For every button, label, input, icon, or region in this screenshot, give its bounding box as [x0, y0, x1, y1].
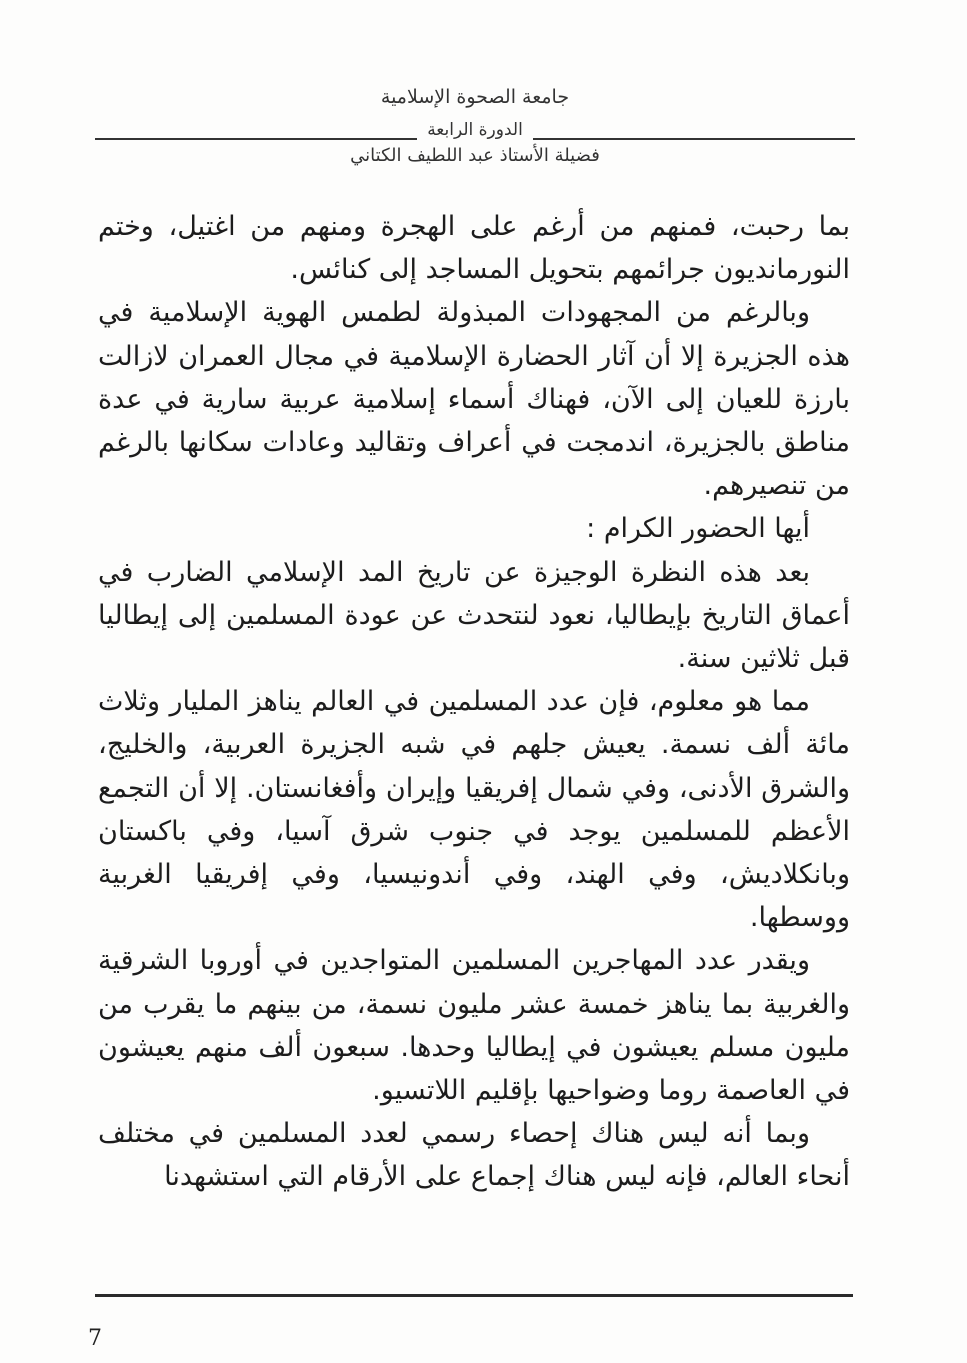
paragraph: بعد هذه النظرة الوجيزة عن تاريخ المد الإسلامي الضارب في أعماق التاريخ بإيطاليا، نعود لنتحدث عن عودة المسلمين إلى إيطاليا قبل ثلاثين سنة. [98, 556, 850, 675]
session-title: الدورة الرابعة [417, 118, 533, 142]
speaker-name: فضيلة الأستاذ عبد اللطيف الكتاني [350, 145, 600, 166]
paragraph: مما هو معلوم، فإن عدد المسلمين في العالم يناهز المليار وثلاث مائة ألف نسمة. يعيش جلهم في شبه الجزيرة العربية، والخليج، والشرق الأدنى، وفي شمال إفريقيا وإيران وأفغانستان. إلا أن التجمع الأعظم للمسلمين يوجد في جنوب شرق آسيا، وفي باكستان وبانكلاديش، وفي الهند، وفي أندونيسيا، وفي إفريقيا الغربية ووسطها. [98, 686, 850, 934]
body-text [98, 205, 850, 1199]
footer-divider [95, 1294, 853, 1297]
paragraph: وبالرغم من المجهودات المبذولة لطمس الهوية الإسلامية في هذه الجزيرة إلا أن آثار الحضارة الإسلامية في مجال العمران لازالت بارزة للعيان إلى الآن، فهناك أسماء إسلامية عربية سارية في عدة مناطق بالجزيرة، اندمجت في أعراف وتقاليد وعادات سكانها بالرغم من تنصيرهم. [98, 297, 850, 502]
paragraph: بما رحبت، فمنهم من أرغم على الهجرة ومنهم من اغتيل، وختم النورمانديون جرائمهم بتحويل المساجد إلى كنائس. [98, 211, 850, 286]
university-title: جامعة الصحوة الإسلامية [380, 86, 570, 108]
page-header [95, 82, 855, 170]
paragraph: ويقدر عدد المهاجرين المسلمين المتواجدين في أوروبا الشرقية والغربية بما يناهز خمسة عشر مليون نسمة، من بينهم ما يقرب من مليون مسلم يعيشون في إيطاليا وحدها. سبعون ألف منهم يعيشون في العاصمة روما وضواحيها بإقليم اللاتسيو. [98, 945, 850, 1107]
paragraph: وبما أنه ليس هناك إحصاء رسمي لعدد المسلمين في مختلف أنحاء العالم، فإنه ليس هناك إجماع على الأرقام التي استشهدنا [98, 1118, 850, 1193]
page-number: 7 [88, 1326, 102, 1351]
paragraph: أيها الحضور الكرام : [586, 513, 810, 545]
